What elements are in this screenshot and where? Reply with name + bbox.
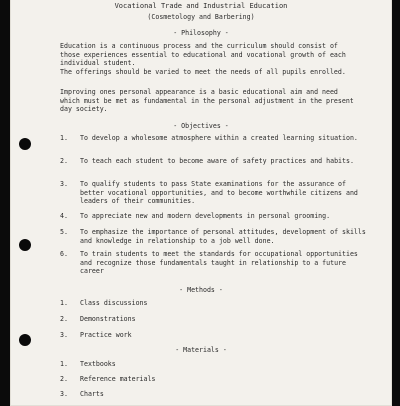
material-number: 2. (60, 375, 68, 383)
objective-text: To emphasize the importance of personal attitudes, development of skills and knowledge in relationship to a job well done. (80, 228, 366, 245)
method-number: 3. (60, 331, 68, 339)
material-text: Textbooks (80, 360, 116, 368)
document-title: Vocational Trade and Industrial Education (114, 2, 288, 10)
objective-number: 6. (60, 250, 68, 258)
method-number: 2. (60, 315, 68, 323)
objective-text: To train students to meet the standards for occupational opportunities and recognize those fundamentals taught in relationship to a future career (80, 250, 358, 276)
document-body (10, 0, 392, 406)
document-subtitle: (Cosmetology and Barbering) (147, 13, 255, 21)
method-text: Practice work (80, 331, 132, 339)
philosophy-heading: - Philosophy - (173, 29, 229, 37)
objective-number: 2. (60, 157, 68, 165)
material-number: 3. (60, 390, 68, 398)
objective-number: 1. (60, 134, 68, 142)
objective-number: 3. (60, 180, 68, 188)
objectives-heading: - Objectives - (173, 122, 229, 130)
objective-text: To qualify students to pass State examinations for the assurance of better vocational opportunities, and to become worthwhile citizens and leaders of their communities. (80, 180, 358, 206)
punch-hole (19, 334, 31, 346)
method-text: Demonstrations (80, 315, 136, 323)
objective-text: To teach each student to become aware of safety practices and habits. (80, 157, 354, 165)
material-text: Charts (80, 390, 104, 398)
philosophy-paragraph: Improving ones personal appearance is a basic educational aim and need which must be met as fundamental in the personal adjustment in the present day society. (60, 88, 354, 114)
material-number: 1. (60, 360, 68, 368)
document-page (10, 0, 392, 406)
materials-heading: - Materials - (175, 346, 227, 354)
methods-heading: - Methods - (179, 286, 223, 294)
objective-number: 4. (60, 212, 68, 220)
material-text: Reference materials (80, 375, 156, 383)
method-text: Class discussions (80, 299, 148, 307)
objective-text: To appreciate new and modern developments in personal grooming. (80, 212, 331, 220)
philosophy-paragraph: The offerings should be varied to meet the needs of all pupils enrolled. (60, 68, 346, 76)
punch-hole (19, 138, 31, 150)
philosophy-paragraph: Education is a continuous process and the curriculum should consist of those experiences essential to educational and vocational growth of each individual student. (60, 42, 346, 68)
punch-hole (19, 239, 31, 251)
objective-number: 5. (60, 228, 68, 236)
method-number: 1. (60, 299, 68, 307)
objective-text: To develop a wholesome atmosphere within a created learning situation. (80, 134, 358, 142)
